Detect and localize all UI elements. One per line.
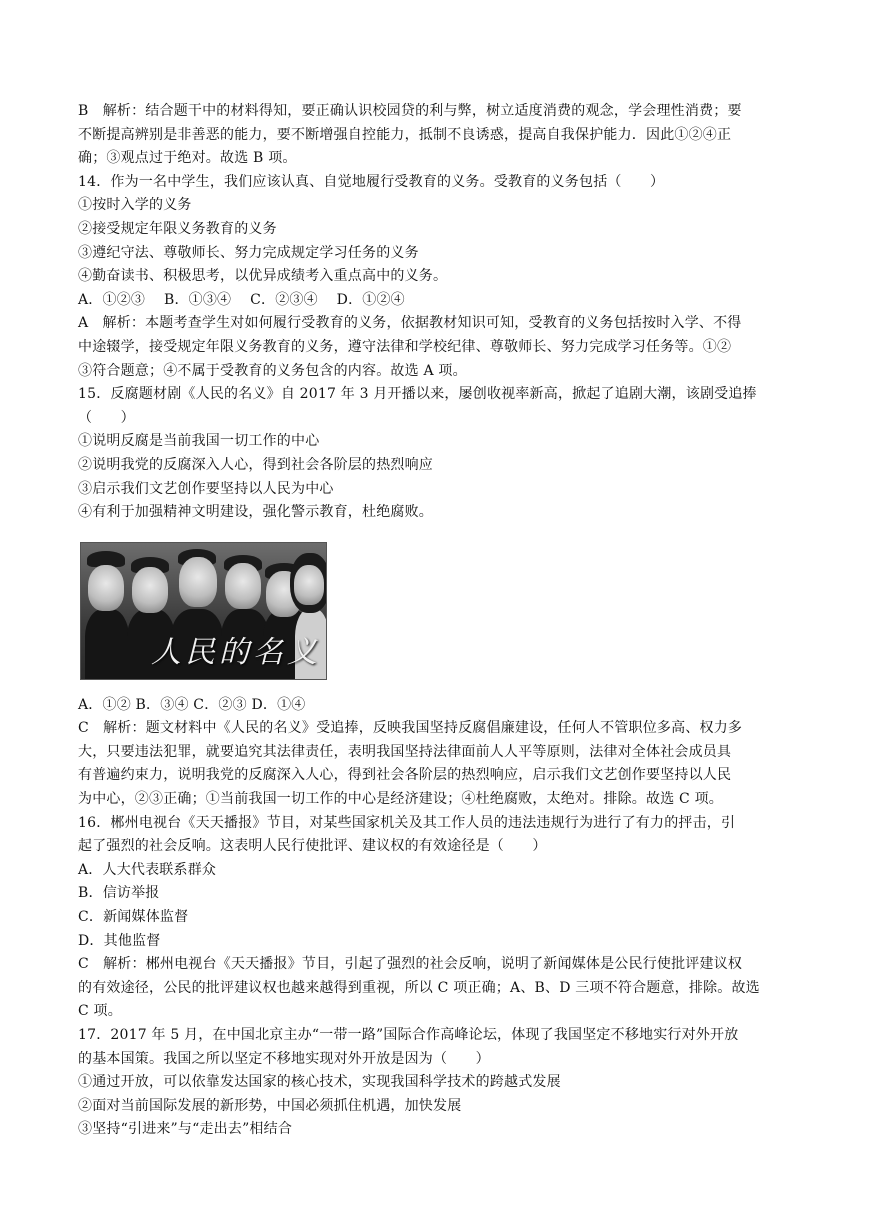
text-block-before-image [78,100,794,525]
text-line: 的有效途径，公民的批评建议权也越来越得到重视，所以 C 项正确；A、B、D 三项不符合题意，排除。故选 [78,979,760,996]
text-line: ①通过开放，可以依靠发达国家的核心技术，实现我国科学技术的跨越式发展 [78,1074,561,1091]
text-line: A．①② B．③④ C．②③ D．①④ [78,696,306,713]
text-line: ①按时入学的义务 [78,197,192,214]
text-line: ③遵纪守法、尊敬师长、努力完成规定学习任务的义务 [78,244,419,261]
text-line: 确；③观点过于绝对。故选 B 项。 [78,150,297,167]
text-line: ③符合题意；④不属于受教育的义务包含的内容。故选 A 项。 [78,362,467,379]
text-line: 为中心，②③正确；①当前我国一切工作的中心是经济建设；④杜绝腐败，太绝对。排除。故选 C 项。 [78,791,724,808]
face-1 [88,565,124,611]
text-line: ②接受规定年限义务教育的义务 [78,220,277,237]
text-line: 的基本国策。我国之所以坚定不移地实现对外开放是因为（ ） [78,1050,490,1067]
text-line: 15．反腐题材剧《人民的名义》自 2017 年 3 月开播以来，屡创收视率新高，掀起了追剧大潮，该剧受追捧 [78,386,757,403]
text-line: 起了强烈的社会反响。这表明人民行使批评、建议权的有效途径是（ ） [78,838,547,855]
text-line: 有普遍约束力，说明我党的反腐深入人心，得到社会各阶层的热烈响应，启示我们文艺创作要坚持以人民 [78,767,732,784]
text-line: D．其他监督 [78,932,161,949]
face-2 [132,567,168,613]
text-line: 16．郴州电视台《天天播报》节目，对某些国家机关及其工作人员的违法违规行为进行了有力的抨击，引 [78,814,736,831]
poster-title: 人民的名义 [151,634,321,670]
figure-1 [85,609,129,679]
text-line: C．新闻媒体监督 [78,909,189,926]
text-line: B．信访举报 [78,885,160,902]
text-line: 大，只要违法犯罪，就要追究其法律责任，表明我国坚持法律面前人人平等原则，法律对全体社会成员具 [78,743,732,760]
text-line: B 解析：结合题干中的材料得知，要正确认识校园贷的利与弊，树立适度消费的观念，学会理性消费；要 [78,103,742,119]
text-line: C 解析：题文材料中《人民的名义》受追捧，反映我国坚持反腐倡廉建设，任何人不管职位多高、权力多 [78,720,743,737]
text-line: A 解析：本题考查学生对如何履行受教育的义务，依据教材知识可知，受教育的义务包括按时入学、不得 [78,315,742,332]
text-line: ④有利于加强精神文明建设，强化警示教育，杜绝腐败。 [78,504,433,521]
text-line: ②面对当前国际发展的新形势，中国必须抓住机遇，加快发展 [78,1097,462,1114]
text-line: ③启示我们文艺创作要坚持以人民为中心 [78,480,334,497]
face-6 [294,565,324,605]
text-line: A．①②③ B．①③④ C．②③④ D．①②④ [78,291,405,308]
text-line: ④勤奋读书、积极思考，以优异成绩考入重点高中的义务。 [78,268,448,285]
face-4 [225,563,261,609]
text-line: （ ） [78,409,135,426]
text-line: 中途辍学，接受规定年限义务教育的义务，遵守法律和学校纪律、尊敬师长、努力完成学习任务等。①② [78,338,732,355]
text-line: 17．2017 年 5 月，在中国北京主办“一带一路”国际合作高峰论坛，体现了我国坚定不移地实行对外开放 [78,1027,739,1043]
face-3 [179,557,217,607]
text-line: 不断提高辨别是非善恶的能力，要不断增强自控能力，抵制不良诱惑，提高自我保护能力．因此①②④正 [78,126,732,143]
text-line: C 项。 [78,1003,122,1020]
text-block-after-image [78,694,794,1142]
text-line: ①说明反腐是当前我国一切工作的中心 [78,433,320,450]
text-line: C 解析：郴州电视台《天天播报》节目，引起了强烈的社会反响，说明了新闻媒体是公民行使批评建议权 [78,956,743,973]
text-line: ③坚持“引进来”与“走出去”相结合 [78,1121,293,1138]
text-line: A．人大代表联系群众 [78,861,217,878]
text-line: ②说明我党的反腐深入人心，得到社会各阶层的热烈响应 [78,456,433,473]
document-page [78,100,794,1142]
tv-drama-poster-image [80,542,327,680]
text-line: 14．作为一名中学生，我们应该认真、自觉地履行受教育的义务。受教育的义务包括（ ） [78,173,665,190]
